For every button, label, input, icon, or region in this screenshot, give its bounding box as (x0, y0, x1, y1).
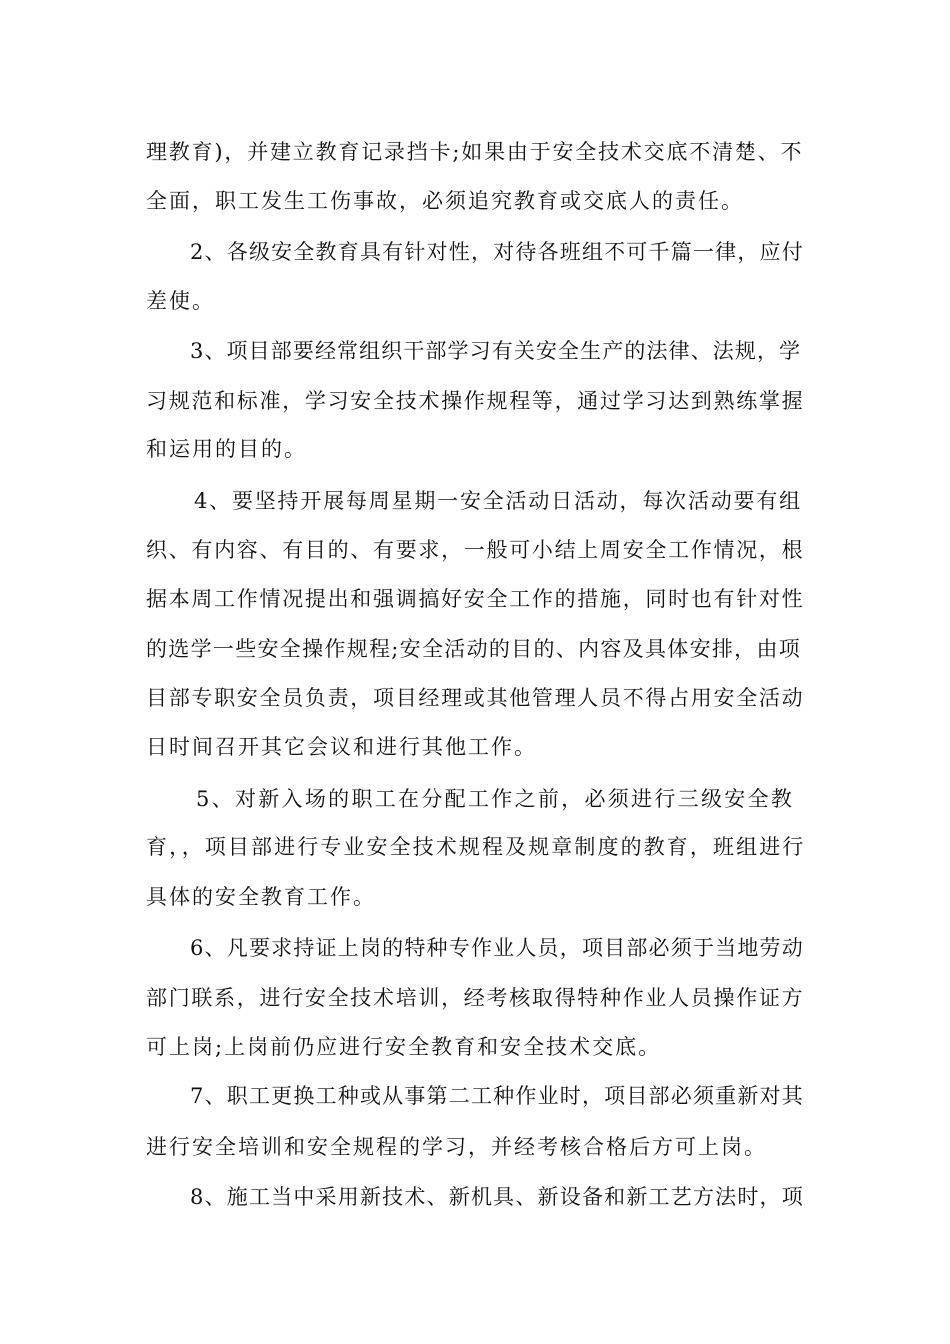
text-line: 5、对新入场的职工在分配工作之前，必须进行三级安全教 (196, 787, 795, 811)
text-line: 和运用的目的。 (146, 437, 307, 461)
text-line: 的选学一些安全操作规程;安全活动的目的、内容及具体安排，由项 (146, 637, 802, 661)
text-line: 可上岗;上岗前仍应进行安全教育和安全技术交底。 (146, 1035, 662, 1059)
text-line: 织、有内容、有目的、有要求，一般可小结上周安全工作情况，根 (146, 538, 805, 562)
text-line: 8、施工当中采用新技术、新机具、新设备和新工艺方法时，项 (190, 1185, 804, 1209)
text-line: 习规范和标准，学习安全技术操作规程等，通过学习达到熟练掌握 (146, 389, 805, 413)
text-line: 4、要坚持开展每周星期一安全活动日活动，每次活动要有组 (194, 489, 802, 513)
text-line: 日时间召开其它会议和进行其他工作。 (146, 735, 537, 759)
text-line: 具体的安全教育工作。 (146, 885, 376, 909)
text-line: 理教育)，并建立教育记录挡卡;如果由于安全技术交底不清楚、不 (146, 140, 804, 164)
text-line: 3、项目部要经常组织干部学习有关安全生产的法律、法规，学 (190, 339, 802, 363)
text-line: 7、职工更换工种或从事第二工种作业时，项目部必须重新对其 (190, 1084, 804, 1108)
text-line: 全面，职工发生工伤事故，必须追究教育或交底人的责任。 (146, 189, 744, 213)
text-line: 差使。 (146, 289, 215, 313)
text-line: 据本周工作情况提出和强调搞好安全工作的措施，同时也有针对性 (146, 587, 805, 611)
text-line: 育，，项目部进行专业安全技术规程及规章制度的教育，班组进行 (146, 835, 806, 859)
text-line: 进行安全培训和安全规程的学习，并经考核合格后方可上岗。 (146, 1135, 767, 1159)
text-line: 部门联系，进行安全技术培训，经考核取得特种作业人员操作证方 (146, 986, 805, 1010)
text-line: 6、凡要求持证上岗的特种专作业人员，项目部必须于当地劳动 (190, 936, 804, 960)
text-line: 目部专职安全员负责，项目经理或其他管理人员不得占用安全活动 (146, 686, 805, 710)
text-line: 2、各级安全教育具有针对性，对待各班组不可千篇一律，应付 (190, 240, 804, 264)
